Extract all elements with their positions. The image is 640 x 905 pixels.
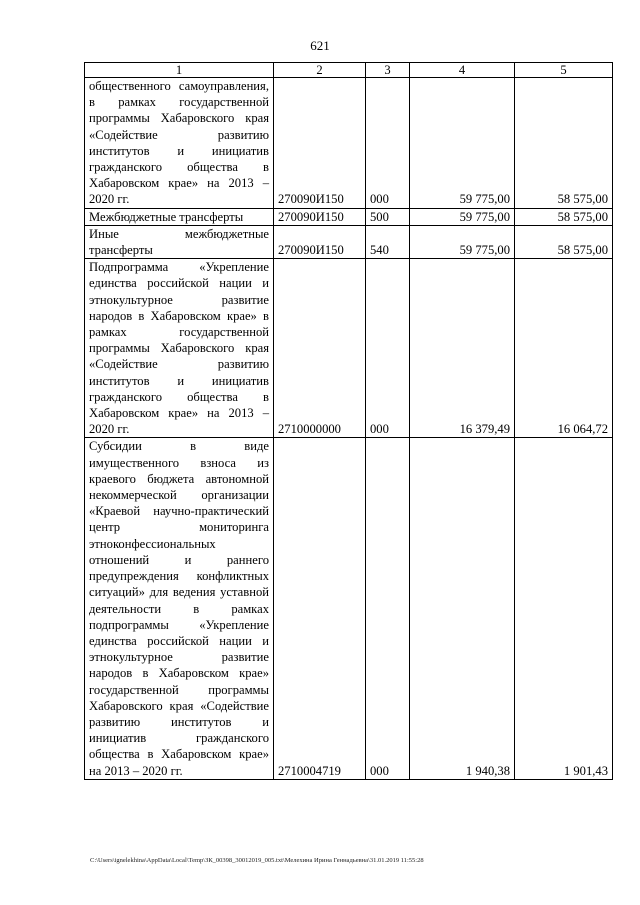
file-path-footer: C:\Users\ignelekhina\AppData\Local\Temp\ЗК_00398_30012019_005.txt\Мелехина Ирина Геннадьевна\31.01.2019 11:55:28 xyxy=(90,857,424,864)
row-name: общественного самоуправления, в рамках государственной программы Хабаровского края «Содействие развитию институтов и инициатив гражданского общества в Хабаровском крае» на 2013 – 2020 гг. xyxy=(85,78,274,209)
row-name: Субсидии в виде имущественного взноса из краевого бюджета автономной некоммерческой организации «Краевой научно-практический центр мониторинга этноконфессиональных отношений и раннего предупреждения конфликтных ситуаций» для ведения уставной деятельности в рамках подпрограммы «Укрепление единства российской нации и этнокультурное развитие народов в Хабаровском крае» государственной программы Хабаровского края «Содействие развитию институтов и инициатив гражданского общества в Хабаровском крае» на 2013 – 2020 гг. xyxy=(85,438,274,779)
row-amount-col4: 59 775,00 xyxy=(410,225,515,258)
header-col-5: 5 xyxy=(515,63,613,78)
row-target-code: 270090И150 xyxy=(274,225,366,258)
header-col-4: 4 xyxy=(410,63,515,78)
row-expense-type: 000 xyxy=(366,259,410,438)
header-col-2: 2 xyxy=(274,63,366,78)
row-amount-col4: 1 940,38 xyxy=(410,438,515,779)
row-target-code: 2710000000 xyxy=(274,259,366,438)
row-amount-col4: 59 775,00 xyxy=(410,78,515,209)
row-name: Межбюджетные трансферты xyxy=(85,208,274,225)
row-expense-type: 540 xyxy=(366,225,410,258)
row-amount-col5: 58 575,00 xyxy=(515,208,613,225)
row-amount-col5: 1 901,43 xyxy=(515,438,613,779)
table-row xyxy=(85,225,613,258)
row-target-code: 270090И150 xyxy=(274,208,366,225)
header-col-1: 1 xyxy=(85,63,274,78)
table-row xyxy=(85,438,613,779)
table-row xyxy=(85,259,613,438)
table-row xyxy=(85,208,613,225)
row-name: Подпрограмма «Укрепление единства российской нации и этнокультурное развитие народов в Хабаровском крае» в рамках государственной программы Хабаровского края «Содействие развитию институтов и инициатив гражданского общества в Хабаровском крае» на 2013 – 2020 гг. xyxy=(85,259,274,438)
table-header-row xyxy=(85,63,613,78)
row-target-code: 2710004719 xyxy=(274,438,366,779)
page-number: 621 xyxy=(310,38,330,53)
row-name: Иные межбюджетные трансферты xyxy=(85,225,274,258)
budget-table xyxy=(84,62,613,780)
row-target-code: 270090И150 xyxy=(274,78,366,209)
row-amount-col4: 16 379,49 xyxy=(410,259,515,438)
row-expense-type: 500 xyxy=(366,208,410,225)
row-expense-type: 000 xyxy=(366,78,410,209)
row-expense-type: 000 xyxy=(366,438,410,779)
header-col-3: 3 xyxy=(366,63,410,78)
table-row xyxy=(85,78,613,209)
row-amount-col5: 16 064,72 xyxy=(515,259,613,438)
row-amount-col5: 58 575,00 xyxy=(515,78,613,209)
row-amount-col5: 58 575,00 xyxy=(515,225,613,258)
row-amount-col4: 59 775,00 xyxy=(410,208,515,225)
